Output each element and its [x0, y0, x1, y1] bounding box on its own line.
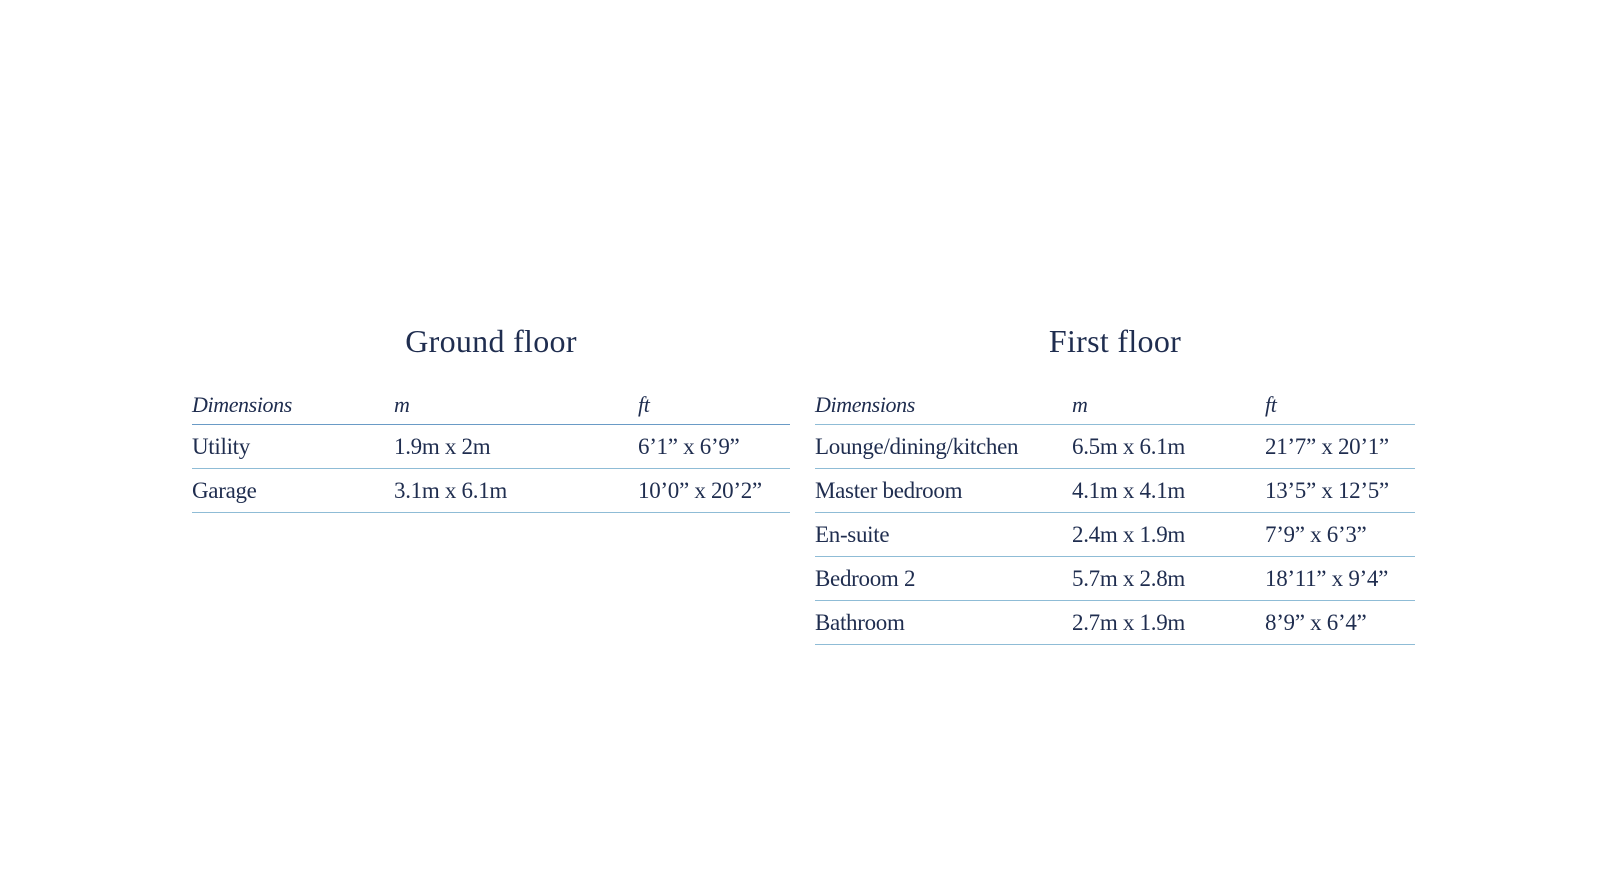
- room-name: Master bedroom: [815, 469, 1072, 513]
- room-size-ft: 8’9” x 6’4”: [1265, 601, 1415, 645]
- room-name: Lounge/dining/kitchen: [815, 425, 1072, 469]
- first-floor-title: First floor: [1048, 323, 1182, 359]
- ground-floor-title: Ground floor: [405, 323, 577, 359]
- room-name: Garage: [192, 469, 394, 513]
- header-m: m: [1072, 386, 1265, 425]
- table-row: [192, 425, 790, 469]
- room-size-ft: 7’9” x 6’3”: [1265, 513, 1415, 557]
- room-name: Bathroom: [815, 601, 1072, 645]
- table-row: [815, 601, 1415, 645]
- header-m: m: [394, 386, 638, 425]
- table-header-row: [815, 386, 1415, 425]
- room-name: Bedroom 2: [815, 557, 1072, 601]
- room-size-ft: 18’11” x 9’4”: [1265, 557, 1415, 601]
- room-size-m: 2.7m x 1.9m: [1072, 601, 1265, 645]
- header-ft: ft: [1265, 386, 1415, 425]
- room-size-m: 4.1m x 4.1m: [1072, 469, 1265, 513]
- ground-floor-section: [192, 318, 790, 513]
- ground-floor-table: [192, 386, 790, 513]
- room-size-m: 5.7m x 2.8m: [1072, 557, 1265, 601]
- room-size-m: 2.4m x 1.9m: [1072, 513, 1265, 557]
- room-name: En-suite: [815, 513, 1072, 557]
- table-row: [192, 469, 790, 513]
- table-row: [815, 513, 1415, 557]
- room-size-m: 3.1m x 6.1m: [394, 469, 638, 513]
- header-dimensions: Dimensions: [192, 386, 394, 425]
- room-size-m: 6.5m x 6.1m: [1072, 425, 1265, 469]
- room-size-ft: 13’5” x 12’5”: [1265, 469, 1415, 513]
- room-size-ft: 21’7” x 20’1”: [1265, 425, 1415, 469]
- table-header-row: [192, 386, 790, 425]
- table-row: [815, 425, 1415, 469]
- table-row: [815, 469, 1415, 513]
- header-dimensions: Dimensions: [815, 386, 1072, 425]
- first-floor-section: [815, 318, 1415, 645]
- header-ft: ft: [638, 386, 790, 425]
- room-name: Utility: [192, 425, 394, 469]
- table-row: [815, 557, 1415, 601]
- first-floor-table: [815, 386, 1415, 645]
- room-size-m: 1.9m x 2m: [394, 425, 638, 469]
- room-size-ft: 10’0” x 20’2”: [638, 469, 790, 513]
- room-size-ft: 6’1” x 6’9”: [638, 425, 790, 469]
